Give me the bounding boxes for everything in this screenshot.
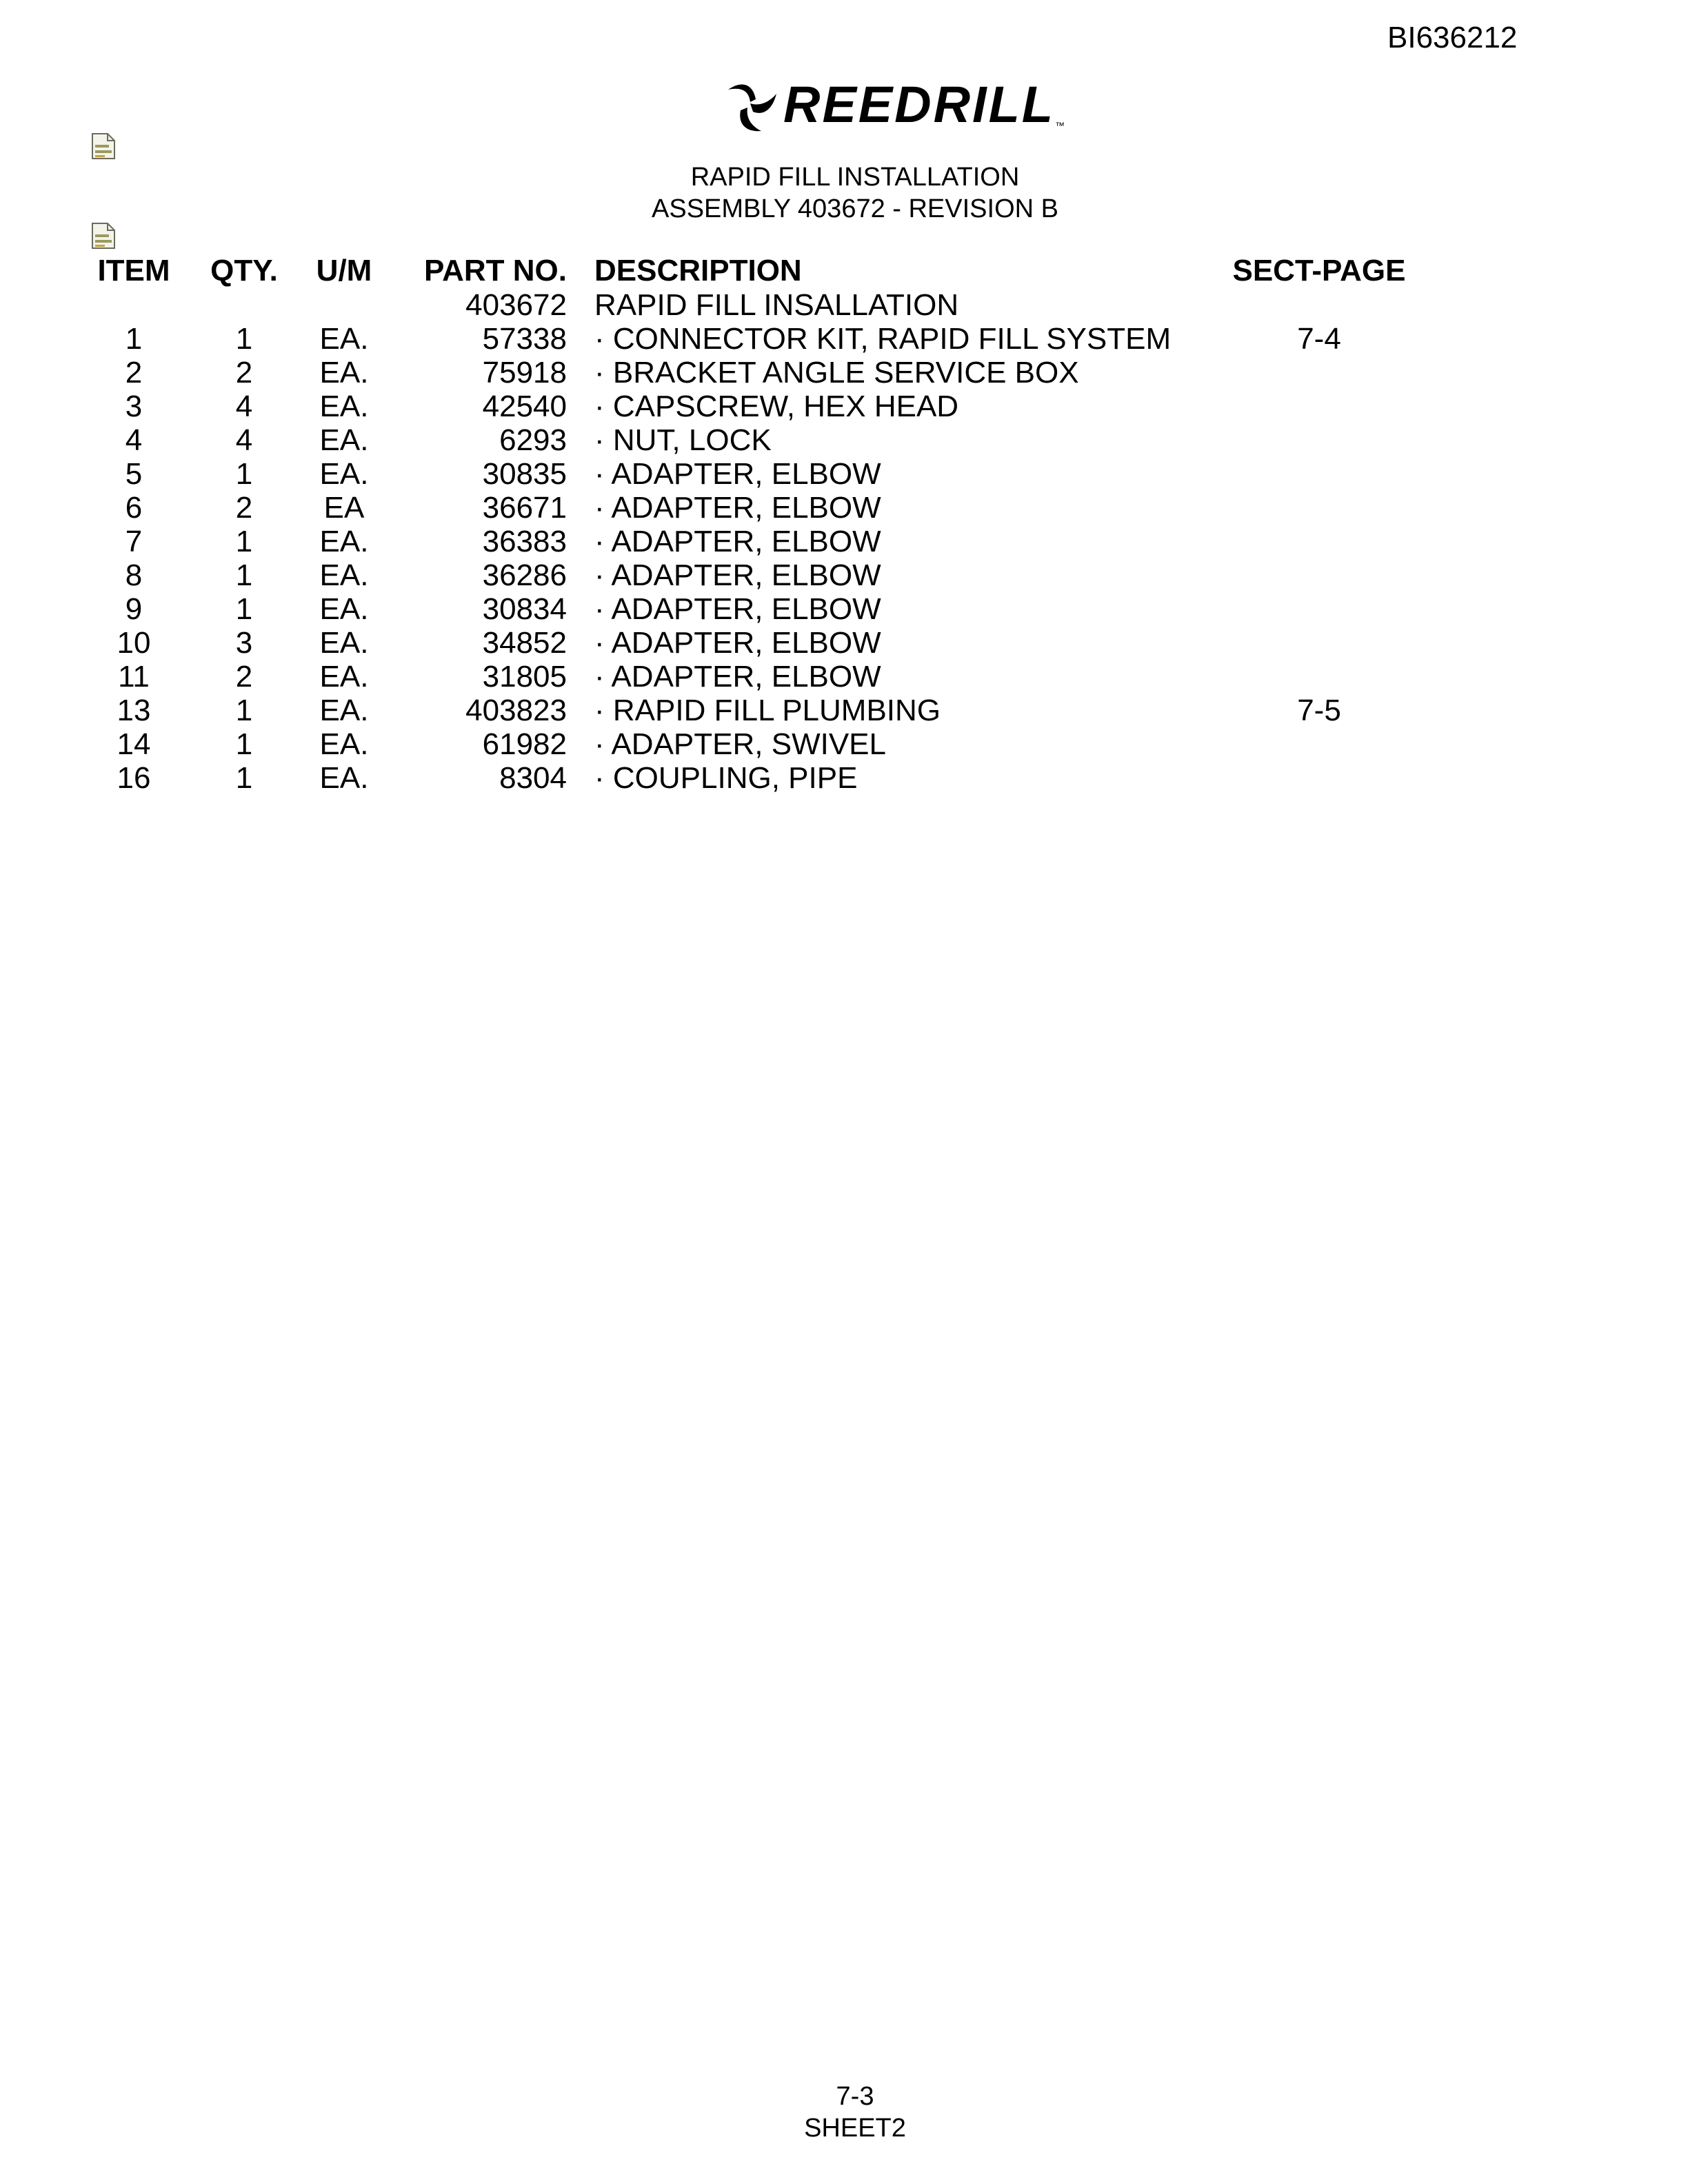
part-number: 31805	[482, 660, 567, 694]
description: · RAPID FILL PLUMBING	[594, 694, 941, 727]
item-number: 14	[117, 727, 151, 761]
unit-of-measure: EA.	[319, 356, 369, 390]
item-number: 8	[125, 558, 143, 592]
part-number: 36383	[482, 525, 567, 558]
column-header-description: DESCRIPTION	[594, 254, 802, 287]
quantity: 2	[235, 356, 253, 390]
description: · BRACKET ANGLE SERVICE BOX	[594, 356, 1079, 390]
sect-page-ref: 7-4	[1297, 322, 1341, 356]
item-number: 9	[125, 592, 143, 626]
table-row	[0, 525, 1688, 558]
description: · COUPLING, PIPE	[594, 761, 858, 795]
document-icon	[91, 132, 116, 160]
table-row	[0, 727, 1688, 761]
description: · ADAPTER, ELBOW	[594, 592, 881, 626]
item-number: 16	[117, 761, 151, 795]
unit-of-measure: EA.	[319, 457, 369, 491]
part-number: 42540	[482, 390, 567, 423]
table-row	[0, 491, 1688, 525]
sect-page-ref: 7-5	[1297, 694, 1341, 727]
quantity: 1	[235, 525, 253, 558]
part-number: 8304	[499, 761, 567, 795]
item-number: 6	[125, 491, 143, 525]
quantity: 1	[235, 761, 253, 795]
unit-of-measure: EA.	[319, 322, 369, 356]
column-header-um: U/M	[316, 254, 372, 287]
description: · ADAPTER, ELBOW	[594, 491, 881, 525]
part-number: 30835	[482, 457, 567, 491]
document-title: RAPID FILL INSTALLATION	[690, 163, 1020, 192]
unit-of-measure: EA.	[319, 761, 369, 795]
assembly-description: RAPID FILL INSALLATION	[594, 288, 959, 322]
unit-of-measure: EA.	[319, 423, 369, 457]
brand-name	[783, 76, 1067, 133]
quantity: 1	[235, 322, 253, 356]
item-number: 2	[125, 356, 143, 390]
unit-of-measure: EA.	[319, 592, 369, 626]
description: · ADAPTER, ELBOW	[594, 626, 881, 660]
assembly-row	[0, 288, 1688, 322]
brand-text: REEDRILL	[783, 76, 1055, 133]
description: · ADAPTER, ELBOW	[594, 660, 881, 694]
table-row	[0, 592, 1688, 626]
part-number: 36286	[482, 558, 567, 592]
assembly-part-no: 403672	[465, 288, 567, 322]
trademark-mark: ™	[1055, 120, 1067, 131]
item-number: 5	[125, 457, 143, 491]
quantity: 2	[235, 491, 253, 525]
table-row	[0, 626, 1688, 660]
table-row	[0, 761, 1688, 795]
sheet-label: SHEET2	[804, 2114, 906, 2143]
quantity: 1	[235, 558, 253, 592]
unit-of-measure: EA	[323, 491, 365, 525]
quantity: 1	[235, 592, 253, 626]
column-header-item: ITEM	[97, 254, 170, 287]
item-number: 13	[117, 694, 151, 727]
table-row	[0, 322, 1688, 356]
reedrill-logo-mark-icon	[723, 76, 781, 134]
unit-of-measure: EA.	[319, 525, 369, 558]
table-row	[0, 356, 1688, 390]
table-row	[0, 390, 1688, 423]
unit-of-measure: EA.	[319, 727, 369, 761]
item-number: 3	[125, 390, 143, 423]
description: · ADAPTER, SWIVEL	[594, 727, 886, 761]
part-number: 75918	[482, 356, 567, 390]
description: · CAPSCREW, HEX HEAD	[594, 390, 959, 423]
part-number: 6293	[499, 423, 567, 457]
table-row	[0, 660, 1688, 694]
page-number: 7-3	[836, 2082, 874, 2111]
unit-of-measure: EA.	[319, 694, 369, 727]
document-id: BI636212	[1387, 21, 1518, 54]
part-number: 403823	[465, 694, 567, 727]
unit-of-measure: EA.	[319, 660, 369, 694]
part-number: 36671	[482, 491, 567, 525]
description: · ADAPTER, ELBOW	[594, 525, 881, 558]
quantity: 2	[235, 660, 253, 694]
column-header-qty: QTY.	[210, 254, 278, 287]
quantity: 4	[235, 423, 253, 457]
table-row	[0, 457, 1688, 491]
description: · NUT, LOCK	[594, 423, 772, 457]
item-number: 7	[125, 525, 143, 558]
part-number: 34852	[482, 626, 567, 660]
item-number: 11	[118, 660, 150, 694]
unit-of-measure: EA.	[319, 626, 369, 660]
table-header	[0, 254, 1688, 287]
reedrill-logo	[723, 76, 1067, 134]
embedded-file-icon-2[interactable]	[91, 222, 116, 253]
item-number: 1	[125, 322, 143, 356]
part-number: 30834	[482, 592, 567, 626]
column-header-part-no: PART NO.	[424, 254, 567, 287]
quantity: 4	[235, 390, 253, 423]
quantity: 1	[235, 694, 253, 727]
description: · ADAPTER, ELBOW	[594, 558, 881, 592]
part-number: 57338	[482, 322, 567, 356]
column-header-sect-page: SECT-PAGE	[1232, 254, 1406, 287]
unit-of-measure: EA.	[319, 558, 369, 592]
quantity: 1	[235, 457, 253, 491]
description: · CONNECTOR KIT, RAPID FILL SYSTEM	[594, 322, 1172, 356]
quantity: 3	[235, 626, 253, 660]
document-icon	[91, 222, 116, 250]
table-row	[0, 423, 1688, 457]
part-number: 61982	[482, 727, 567, 761]
table-row	[0, 558, 1688, 592]
description: · ADAPTER, ELBOW	[594, 457, 881, 491]
quantity: 1	[235, 727, 253, 761]
item-number: 4	[125, 423, 143, 457]
table-row	[0, 694, 1688, 727]
embedded-file-icon[interactable]	[91, 132, 116, 163]
unit-of-measure: EA.	[319, 390, 369, 423]
assembly-subtitle: ASSEMBLY 403672 - REVISION B	[652, 194, 1058, 223]
item-number: 10	[117, 626, 151, 660]
